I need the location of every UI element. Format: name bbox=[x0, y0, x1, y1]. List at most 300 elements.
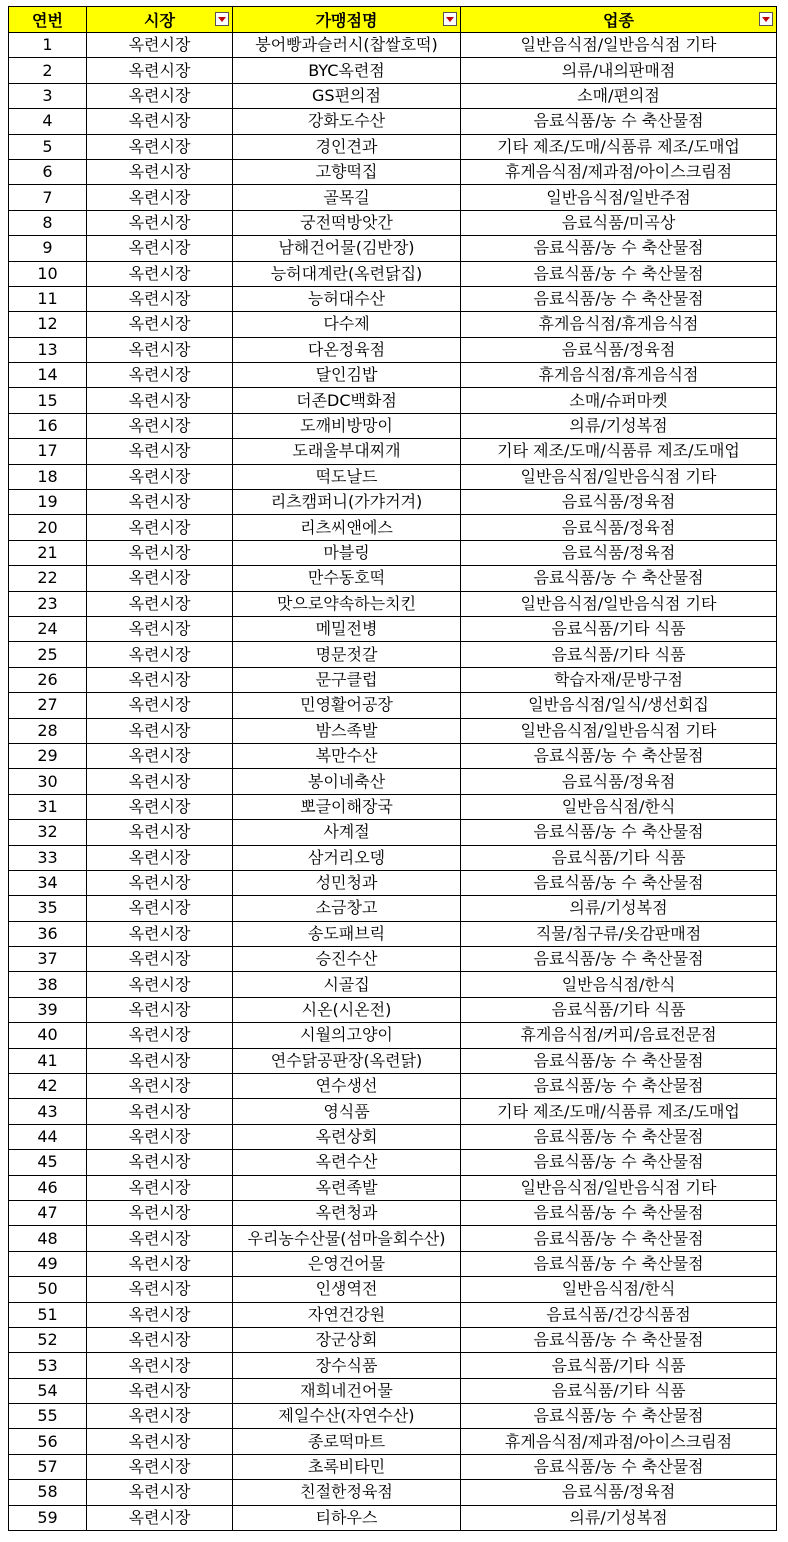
cell-store[interactable]: 소금창고 bbox=[233, 896, 461, 921]
table-row bbox=[9, 1480, 777, 1505]
table-row bbox=[9, 58, 777, 83]
cell-type[interactable]: 소매/슈퍼마켓 bbox=[461, 388, 777, 413]
cell-type[interactable]: 음료식품/정육점 bbox=[461, 540, 777, 565]
cell-type[interactable]: 음료식품/기타 식품 bbox=[461, 616, 777, 641]
header-market-label: 시장 bbox=[144, 11, 175, 30]
cell-store[interactable]: 인생역전 bbox=[233, 1277, 461, 1302]
table-row bbox=[9, 616, 777, 641]
cell-no[interactable]: 19 bbox=[9, 490, 87, 515]
table-row bbox=[9, 718, 777, 743]
cell-market[interactable]: 옥련시장 bbox=[87, 439, 233, 464]
cell-no[interactable]: 36 bbox=[9, 921, 87, 946]
table-row bbox=[9, 1404, 777, 1429]
table-row bbox=[9, 566, 777, 591]
cell-market[interactable]: 옥련시장 bbox=[87, 870, 233, 895]
cell-no[interactable]: 28 bbox=[9, 718, 87, 743]
cell-type[interactable]: 소매/편의점 bbox=[461, 83, 777, 108]
cell-market[interactable]: 옥련시장 bbox=[87, 1277, 233, 1302]
cell-store[interactable]: 삼거리오뎅 bbox=[233, 845, 461, 870]
cell-no[interactable]: 7 bbox=[9, 185, 87, 210]
cell-type[interactable]: 음료식품/정육점 bbox=[461, 515, 777, 540]
cell-type[interactable]: 일반음식점/일반음식점 기타 bbox=[461, 718, 777, 743]
table-row bbox=[9, 743, 777, 768]
cell-market[interactable]: 옥련시장 bbox=[87, 1480, 233, 1505]
cell-store[interactable]: 친절한정육점 bbox=[233, 1480, 461, 1505]
cell-store[interactable]: 은영건어물 bbox=[233, 1251, 461, 1276]
cell-no[interactable]: 1 bbox=[9, 33, 87, 58]
cell-type[interactable]: 음료식품/농 수 축산물점 bbox=[461, 109, 777, 134]
cell-market[interactable]: 옥련시장 bbox=[87, 616, 233, 641]
cell-no[interactable]: 59 bbox=[9, 1505, 87, 1530]
cell-no[interactable]: 14 bbox=[9, 363, 87, 388]
cell-type[interactable]: 일반음식점/일반주점 bbox=[461, 185, 777, 210]
header-store-label: 가맹점명 bbox=[315, 11, 378, 30]
cell-store[interactable]: GS편의점 bbox=[233, 83, 461, 108]
cell-market[interactable]: 옥련시장 bbox=[87, 1226, 233, 1251]
cell-type[interactable]: 음료식품/농 수 축산물점 bbox=[461, 1404, 777, 1429]
cell-store[interactable]: 달인김밥 bbox=[233, 363, 461, 388]
cell-store[interactable]: 민영활어공장 bbox=[233, 693, 461, 718]
filter-dropdown-icon[interactable] bbox=[759, 12, 773, 26]
cell-type[interactable]: 기타 제조/도매/식품류 제조/도매업 bbox=[461, 134, 777, 159]
cell-type[interactable]: 음료식품/기타 식품 bbox=[461, 1353, 777, 1378]
cell-type[interactable]: 휴게음식점/휴게음식점 bbox=[461, 363, 777, 388]
table-row bbox=[9, 1378, 777, 1403]
cell-no[interactable]: 55 bbox=[9, 1404, 87, 1429]
header-market[interactable] bbox=[87, 7, 233, 33]
cell-market[interactable]: 옥련시장 bbox=[87, 337, 233, 362]
cell-store[interactable]: 영식품 bbox=[233, 1099, 461, 1124]
cell-store[interactable]: 우리농수산물(섬마을회수산) bbox=[233, 1226, 461, 1251]
cell-store[interactable]: BYC옥련점 bbox=[233, 58, 461, 83]
cell-type[interactable]: 음료식품/정육점 bbox=[461, 490, 777, 515]
cell-market[interactable]: 옥련시장 bbox=[87, 388, 233, 413]
table-row bbox=[9, 870, 777, 895]
cell-type[interactable]: 일반음식점/일반음식점 기타 bbox=[461, 33, 777, 58]
cell-market[interactable]: 옥련시장 bbox=[87, 159, 233, 184]
cell-no[interactable]: 42 bbox=[9, 1074, 87, 1099]
cell-no[interactable]: 49 bbox=[9, 1251, 87, 1276]
table-row bbox=[9, 134, 777, 159]
cell-market[interactable]: 옥련시장 bbox=[87, 1505, 233, 1530]
cell-market[interactable]: 옥련시장 bbox=[87, 1175, 233, 1200]
cell-market[interactable]: 옥련시장 bbox=[87, 947, 233, 972]
cell-store[interactable]: 경인견과 bbox=[233, 134, 461, 159]
cell-store[interactable]: 자연건강원 bbox=[233, 1302, 461, 1327]
cell-no[interactable]: 45 bbox=[9, 1150, 87, 1175]
cell-no[interactable]: 6 bbox=[9, 159, 87, 184]
cell-no[interactable]: 20 bbox=[9, 515, 87, 540]
table-row bbox=[9, 33, 777, 58]
header-no bbox=[9, 7, 87, 33]
cell-market[interactable]: 옥련시장 bbox=[87, 591, 233, 616]
cell-market[interactable]: 옥련시장 bbox=[87, 921, 233, 946]
cell-store[interactable]: 종로떡마트 bbox=[233, 1429, 461, 1454]
cell-no[interactable]: 56 bbox=[9, 1429, 87, 1454]
cell-store[interactable]: 궁전떡방앗간 bbox=[233, 210, 461, 235]
cell-store[interactable]: 남해건어물(김반장) bbox=[233, 236, 461, 261]
cell-type[interactable]: 음료식품/농 수 축산물점 bbox=[461, 261, 777, 286]
cell-no[interactable]: 12 bbox=[9, 312, 87, 337]
cell-type[interactable]: 음료식품/정육점 bbox=[461, 769, 777, 794]
cell-type[interactable]: 일반음식점/일식/생선회집 bbox=[461, 693, 777, 718]
table-row bbox=[9, 1505, 777, 1530]
cell-no[interactable]: 8 bbox=[9, 210, 87, 235]
cell-type[interactable]: 음료식품/농 수 축산물점 bbox=[461, 947, 777, 972]
table-row bbox=[9, 1200, 777, 1225]
cell-market[interactable]: 옥련시장 bbox=[87, 58, 233, 83]
cell-no[interactable]: 24 bbox=[9, 616, 87, 641]
cell-market[interactable]: 옥련시장 bbox=[87, 464, 233, 489]
filter-dropdown-icon[interactable] bbox=[443, 12, 457, 26]
table-row bbox=[9, 1277, 777, 1302]
table-row bbox=[9, 921, 777, 946]
table-body bbox=[9, 33, 777, 1531]
cell-no[interactable]: 30 bbox=[9, 769, 87, 794]
cell-type[interactable]: 의류/기성복점 bbox=[461, 1505, 777, 1530]
cell-market[interactable]: 옥련시장 bbox=[87, 820, 233, 845]
table-row bbox=[9, 261, 777, 286]
cell-no[interactable]: 25 bbox=[9, 642, 87, 667]
cell-no[interactable]: 57 bbox=[9, 1454, 87, 1479]
cell-no[interactable]: 51 bbox=[9, 1302, 87, 1327]
cell-market[interactable]: 옥련시장 bbox=[87, 642, 233, 667]
cell-market[interactable]: 옥련시장 bbox=[87, 1251, 233, 1276]
table-row bbox=[9, 1302, 777, 1327]
cell-no[interactable]: 4 bbox=[9, 109, 87, 134]
cell-no[interactable]: 21 bbox=[9, 540, 87, 565]
cell-market[interactable]: 옥련시장 bbox=[87, 261, 233, 286]
table-row bbox=[9, 1175, 777, 1200]
cell-market[interactable]: 옥련시장 bbox=[87, 1200, 233, 1225]
table-row bbox=[9, 667, 777, 692]
cell-no[interactable]: 27 bbox=[9, 693, 87, 718]
cell-no[interactable]: 43 bbox=[9, 1099, 87, 1124]
filter-dropdown-icon[interactable] bbox=[215, 12, 229, 26]
cell-store[interactable]: 뽀글이해장국 bbox=[233, 794, 461, 819]
cell-store[interactable]: 복만수산 bbox=[233, 743, 461, 768]
table-row bbox=[9, 997, 777, 1022]
cell-store[interactable]: 옥련족발 bbox=[233, 1175, 461, 1200]
cell-no[interactable]: 26 bbox=[9, 667, 87, 692]
cell-type[interactable]: 음료식품/농 수 축산물점 bbox=[461, 1200, 777, 1225]
cell-no[interactable]: 37 bbox=[9, 947, 87, 972]
table-row bbox=[9, 286, 777, 311]
cell-type[interactable]: 음료식품/기타 식품 bbox=[461, 997, 777, 1022]
cell-market[interactable]: 옥련시장 bbox=[87, 972, 233, 997]
cell-no[interactable]: 16 bbox=[9, 413, 87, 438]
cell-no[interactable]: 39 bbox=[9, 997, 87, 1022]
table-row bbox=[9, 312, 777, 337]
cell-type[interactable]: 휴게음식점/제과점/아이스크림점 bbox=[461, 1429, 777, 1454]
cell-no[interactable]: 48 bbox=[9, 1226, 87, 1251]
table-row bbox=[9, 845, 777, 870]
cell-store[interactable]: 옥련수산 bbox=[233, 1150, 461, 1175]
table-row bbox=[9, 490, 777, 515]
cell-no[interactable]: 29 bbox=[9, 743, 87, 768]
cell-store[interactable]: 옥련상회 bbox=[233, 1124, 461, 1149]
table-row bbox=[9, 1429, 777, 1454]
cell-market[interactable]: 옥련시장 bbox=[87, 1404, 233, 1429]
cell-store[interactable]: 문구클럽 bbox=[233, 667, 461, 692]
cell-type[interactable]: 일반음식점/일반음식점 기타 bbox=[461, 464, 777, 489]
table-row bbox=[9, 1454, 777, 1479]
cell-no[interactable]: 2 bbox=[9, 58, 87, 83]
cell-type[interactable]: 음료식품/농 수 축산물점 bbox=[461, 743, 777, 768]
table-row bbox=[9, 794, 777, 819]
table-row bbox=[9, 642, 777, 667]
cell-store[interactable]: 장군상회 bbox=[233, 1327, 461, 1352]
cell-no[interactable]: 5 bbox=[9, 134, 87, 159]
cell-market[interactable]: 옥련시장 bbox=[87, 896, 233, 921]
cell-store[interactable]: 송도패브릭 bbox=[233, 921, 461, 946]
cell-store[interactable]: 메밀전병 bbox=[233, 616, 461, 641]
cell-store[interactable]: 골목길 bbox=[233, 185, 461, 210]
cell-no[interactable]: 52 bbox=[9, 1327, 87, 1352]
cell-type[interactable]: 학습자재/문방구점 bbox=[461, 667, 777, 692]
cell-store[interactable]: 만수동호떡 bbox=[233, 566, 461, 591]
store-table bbox=[8, 6, 777, 1531]
cell-no[interactable]: 38 bbox=[9, 972, 87, 997]
cell-store[interactable]: 리츠캠퍼니(가갸거겨) bbox=[233, 490, 461, 515]
cell-market[interactable]: 옥련시장 bbox=[87, 490, 233, 515]
cell-type[interactable]: 일반음식점/일반음식점 기타 bbox=[461, 591, 777, 616]
table-row bbox=[9, 1251, 777, 1276]
cell-type[interactable]: 기타 제조/도매/식품류 제조/도매업 bbox=[461, 439, 777, 464]
cell-no[interactable]: 54 bbox=[9, 1378, 87, 1403]
cell-type[interactable]: 음료식품/농 수 축산물점 bbox=[461, 286, 777, 311]
cell-market[interactable]: 옥련시장 bbox=[87, 1048, 233, 1073]
table-row bbox=[9, 896, 777, 921]
cell-market[interactable]: 옥련시장 bbox=[87, 1327, 233, 1352]
cell-type[interactable]: 음료식품/농 수 축산물점 bbox=[461, 1454, 777, 1479]
cell-market[interactable]: 옥련시장 bbox=[87, 83, 233, 108]
cell-no[interactable]: 47 bbox=[9, 1200, 87, 1225]
cell-market[interactable]: 옥련시장 bbox=[87, 134, 233, 159]
cell-type[interactable]: 일반음식점/한식 bbox=[461, 1277, 777, 1302]
cell-type[interactable]: 음료식품/기타 식품 bbox=[461, 845, 777, 870]
cell-store[interactable]: 사계절 bbox=[233, 820, 461, 845]
cell-type[interactable]: 음료식품/농 수 축산물점 bbox=[461, 870, 777, 895]
cell-type[interactable]: 음료식품/건강식품점 bbox=[461, 1302, 777, 1327]
table-row bbox=[9, 591, 777, 616]
cell-market[interactable]: 옥련시장 bbox=[87, 185, 233, 210]
table-row bbox=[9, 693, 777, 718]
cell-store[interactable]: 맛으로약속하는치킨 bbox=[233, 591, 461, 616]
cell-no[interactable]: 40 bbox=[9, 1023, 87, 1048]
cell-market[interactable]: 옥련시장 bbox=[87, 667, 233, 692]
header-type[interactable] bbox=[461, 7, 777, 33]
cell-market[interactable]: 옥련시장 bbox=[87, 845, 233, 870]
table-row bbox=[9, 769, 777, 794]
table-row bbox=[9, 1150, 777, 1175]
cell-type[interactable]: 음료식품/농 수 축산물점 bbox=[461, 1327, 777, 1352]
cell-market[interactable]: 옥련시장 bbox=[87, 1378, 233, 1403]
cell-market[interactable]: 옥련시장 bbox=[87, 1353, 233, 1378]
cell-type[interactable]: 음료식품/정육점 bbox=[461, 1480, 777, 1505]
cell-no[interactable]: 18 bbox=[9, 464, 87, 489]
cell-market[interactable]: 옥련시장 bbox=[87, 1302, 233, 1327]
cell-type[interactable]: 직물/침구류/옷감판매점 bbox=[461, 921, 777, 946]
cell-type[interactable]: 의류/내의판매점 bbox=[461, 58, 777, 83]
table-row bbox=[9, 159, 777, 184]
cell-store[interactable]: 다수제 bbox=[233, 312, 461, 337]
cell-store[interactable]: 능허대수산 bbox=[233, 286, 461, 311]
cell-store[interactable]: 시온(시온전) bbox=[233, 997, 461, 1022]
cell-store[interactable]: 성민청과 bbox=[233, 870, 461, 895]
cell-store[interactable]: 시골집 bbox=[233, 972, 461, 997]
cell-no[interactable]: 23 bbox=[9, 591, 87, 616]
cell-market[interactable]: 옥련시장 bbox=[87, 566, 233, 591]
cell-market[interactable]: 옥련시장 bbox=[87, 693, 233, 718]
cell-store[interactable]: 연수닭공판장(옥련닭) bbox=[233, 1048, 461, 1073]
table-row bbox=[9, 1099, 777, 1124]
table-row bbox=[9, 515, 777, 540]
cell-market[interactable]: 옥련시장 bbox=[87, 236, 233, 261]
cell-no[interactable]: 33 bbox=[9, 845, 87, 870]
cell-type[interactable]: 기타 제조/도매/식품류 제조/도매업 bbox=[461, 1099, 777, 1124]
table-row bbox=[9, 413, 777, 438]
cell-type[interactable]: 음료식품/농 수 축산물점 bbox=[461, 1251, 777, 1276]
cell-store[interactable]: 강화도수산 bbox=[233, 109, 461, 134]
cell-market[interactable]: 옥련시장 bbox=[87, 540, 233, 565]
cell-no[interactable]: 10 bbox=[9, 261, 87, 286]
table-row bbox=[9, 464, 777, 489]
cell-store[interactable]: 시월의고양이 bbox=[233, 1023, 461, 1048]
cell-market[interactable]: 옥련시장 bbox=[87, 1099, 233, 1124]
cell-market[interactable]: 옥련시장 bbox=[87, 1150, 233, 1175]
cell-store[interactable]: 연수생선 bbox=[233, 1074, 461, 1099]
cell-no[interactable]: 41 bbox=[9, 1048, 87, 1073]
cell-market[interactable]: 옥련시장 bbox=[87, 413, 233, 438]
cell-store[interactable]: 도래울부대찌개 bbox=[233, 439, 461, 464]
cell-store[interactable]: 옥련청과 bbox=[233, 1200, 461, 1225]
cell-type[interactable]: 음료식품/농 수 축산물점 bbox=[461, 236, 777, 261]
table-row bbox=[9, 1074, 777, 1099]
cell-no[interactable]: 9 bbox=[9, 236, 87, 261]
cell-market[interactable]: 옥련시장 bbox=[87, 1454, 233, 1479]
cell-market[interactable]: 옥련시장 bbox=[87, 743, 233, 768]
cell-store[interactable]: 고향떡집 bbox=[233, 159, 461, 184]
cell-no[interactable]: 15 bbox=[9, 388, 87, 413]
table-row bbox=[9, 947, 777, 972]
cell-no[interactable]: 31 bbox=[9, 794, 87, 819]
table-row bbox=[9, 83, 777, 108]
cell-type[interactable]: 일반음식점/한식 bbox=[461, 972, 777, 997]
cell-no[interactable]: 17 bbox=[9, 439, 87, 464]
cell-no[interactable]: 11 bbox=[9, 286, 87, 311]
cell-market[interactable]: 옥련시장 bbox=[87, 515, 233, 540]
table-row bbox=[9, 540, 777, 565]
cell-type[interactable]: 휴게음식점/커피/음료전문점 bbox=[461, 1023, 777, 1048]
cell-market[interactable]: 옥련시장 bbox=[87, 109, 233, 134]
cell-type[interactable]: 음료식품/농 수 축산물점 bbox=[461, 1074, 777, 1099]
cell-store[interactable]: 도깨비방망이 bbox=[233, 413, 461, 438]
table-row bbox=[9, 109, 777, 134]
table-row bbox=[9, 820, 777, 845]
table-row bbox=[9, 1327, 777, 1352]
cell-type[interactable]: 일반음식점/한식 bbox=[461, 794, 777, 819]
cell-store[interactable]: 능허대계란(옥련닭집) bbox=[233, 261, 461, 286]
cell-market[interactable]: 옥련시장 bbox=[87, 1074, 233, 1099]
table-row bbox=[9, 1124, 777, 1149]
cell-store[interactable]: 장수식품 bbox=[233, 1353, 461, 1378]
cell-market[interactable]: 옥련시장 bbox=[87, 1429, 233, 1454]
cell-market[interactable]: 옥련시장 bbox=[87, 312, 233, 337]
cell-no[interactable]: 22 bbox=[9, 566, 87, 591]
cell-type[interactable]: 음료식품/농 수 축산물점 bbox=[461, 820, 777, 845]
cell-type[interactable]: 휴게음식점/제과점/아이스크림점 bbox=[461, 159, 777, 184]
cell-type[interactable]: 음료식품/정육점 bbox=[461, 337, 777, 362]
cell-type[interactable]: 음료식품/기타 식품 bbox=[461, 1378, 777, 1403]
cell-no[interactable]: 50 bbox=[9, 1277, 87, 1302]
cell-market[interactable]: 옥련시장 bbox=[87, 286, 233, 311]
cell-store[interactable]: 리츠씨앤에스 bbox=[233, 515, 461, 540]
cell-type[interactable]: 음료식품/미곡상 bbox=[461, 210, 777, 235]
cell-market[interactable]: 옥련시장 bbox=[87, 769, 233, 794]
cell-no[interactable]: 58 bbox=[9, 1480, 87, 1505]
cell-store[interactable]: 명문젓갈 bbox=[233, 642, 461, 667]
cell-store[interactable]: 마블링 bbox=[233, 540, 461, 565]
cell-type[interactable]: 음료식품/기타 식품 bbox=[461, 642, 777, 667]
cell-type[interactable]: 음료식품/농 수 축산물점 bbox=[461, 1124, 777, 1149]
cell-no[interactable]: 34 bbox=[9, 870, 87, 895]
cell-store[interactable]: 봉이네축산 bbox=[233, 769, 461, 794]
cell-type[interactable]: 의류/기성복점 bbox=[461, 413, 777, 438]
cell-store[interactable]: 다온정육점 bbox=[233, 337, 461, 362]
cell-store[interactable]: 더존DC백화점 bbox=[233, 388, 461, 413]
cell-type[interactable]: 음료식품/농 수 축산물점 bbox=[461, 1226, 777, 1251]
cell-market[interactable]: 옥련시장 bbox=[87, 718, 233, 743]
cell-type[interactable]: 음료식품/농 수 축산물점 bbox=[461, 566, 777, 591]
cell-store[interactable]: 초록비타민 bbox=[233, 1454, 461, 1479]
cell-market[interactable]: 옥련시장 bbox=[87, 363, 233, 388]
table-row bbox=[9, 1048, 777, 1073]
cell-type[interactable]: 음료식품/농 수 축산물점 bbox=[461, 1150, 777, 1175]
cell-no[interactable]: 3 bbox=[9, 83, 87, 108]
cell-type[interactable]: 음료식품/농 수 축산물점 bbox=[461, 1048, 777, 1073]
cell-store[interactable]: 승진수산 bbox=[233, 947, 461, 972]
cell-no[interactable]: 46 bbox=[9, 1175, 87, 1200]
cell-market[interactable]: 옥련시장 bbox=[87, 210, 233, 235]
cell-market[interactable]: 옥련시장 bbox=[87, 794, 233, 819]
table-row bbox=[9, 363, 777, 388]
cell-no[interactable]: 13 bbox=[9, 337, 87, 362]
cell-market[interactable]: 옥련시장 bbox=[87, 33, 233, 58]
cell-type[interactable]: 휴게음식점/휴게음식점 bbox=[461, 312, 777, 337]
cell-store[interactable]: 붕어빵과슬러시(찹쌀호떡) bbox=[233, 33, 461, 58]
cell-store[interactable]: 제일수산(자연수산) bbox=[233, 1404, 461, 1429]
cell-store[interactable]: 티하우스 bbox=[233, 1505, 461, 1530]
cell-type[interactable]: 일반음식점/일반음식점 기타 bbox=[461, 1175, 777, 1200]
cell-market[interactable]: 옥련시장 bbox=[87, 997, 233, 1022]
cell-no[interactable]: 53 bbox=[9, 1353, 87, 1378]
table-row bbox=[9, 1023, 777, 1048]
cell-no[interactable]: 32 bbox=[9, 820, 87, 845]
header-row bbox=[9, 7, 777, 33]
cell-store[interactable]: 밤스족발 bbox=[233, 718, 461, 743]
header-store[interactable] bbox=[233, 7, 461, 33]
cell-store[interactable]: 떡도날드 bbox=[233, 464, 461, 489]
cell-market[interactable]: 옥련시장 bbox=[87, 1023, 233, 1048]
cell-no[interactable]: 35 bbox=[9, 896, 87, 921]
cell-store[interactable]: 재희네건어물 bbox=[233, 1378, 461, 1403]
table-row bbox=[9, 185, 777, 210]
cell-no[interactable]: 44 bbox=[9, 1124, 87, 1149]
cell-type[interactable]: 의류/기성복점 bbox=[461, 896, 777, 921]
header-no-label: 연번 bbox=[32, 11, 63, 30]
cell-market[interactable]: 옥련시장 bbox=[87, 1124, 233, 1149]
